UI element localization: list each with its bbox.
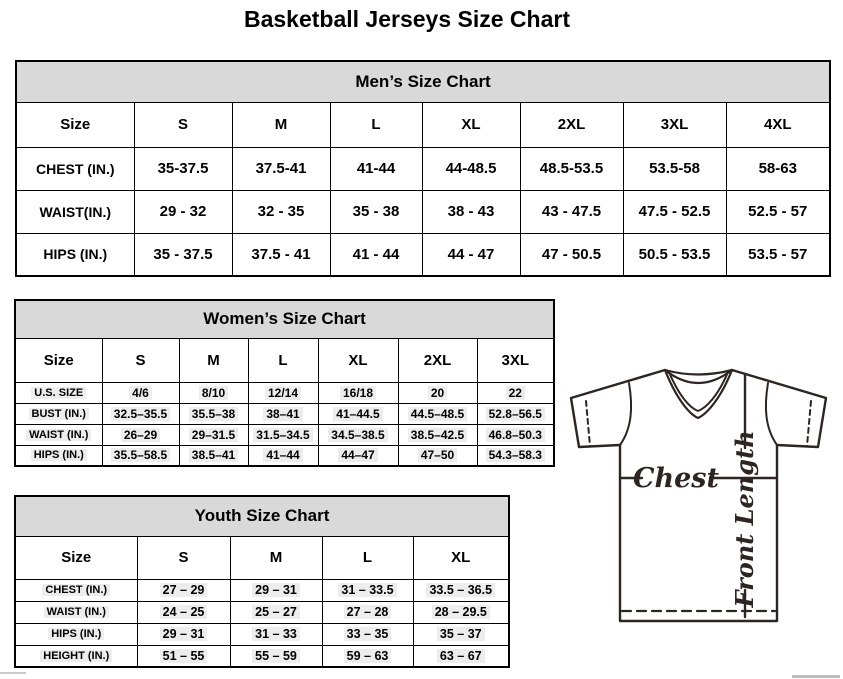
- size-value: 37.5 - 41: [232, 233, 330, 276]
- size-value: 12/14: [248, 382, 318, 403]
- size-value: 53.5 - 57: [726, 233, 830, 276]
- front-length-label: Front Length: [730, 430, 759, 608]
- size-value: 38 - 43: [422, 190, 520, 233]
- column-header: S: [134, 102, 232, 147]
- size-value: 47 - 50.5: [520, 233, 623, 276]
- size-value: 26–29: [102, 424, 179, 445]
- row-label: BUST (IN.): [15, 403, 102, 424]
- womens_chart-title: Women’s Size Chart: [15, 300, 554, 338]
- size-value: 35.5–38: [179, 403, 248, 424]
- column-header: 3XL: [623, 102, 726, 147]
- column-header: 2XL: [398, 338, 477, 382]
- jersey-measurement-diagram: [558, 352, 840, 652]
- size-value: 44.5–48.5: [398, 403, 477, 424]
- size-value: 22: [477, 382, 554, 403]
- column-header: Size: [16, 102, 134, 147]
- size-value: 31 – 33: [230, 623, 322, 645]
- size-value: 41–44: [248, 445, 318, 466]
- size-value: 41–44.5: [318, 403, 398, 424]
- size-value: 35 - 38: [330, 190, 422, 233]
- size-value: 31.5–34.5: [248, 424, 318, 445]
- size-value: 46.8–50.3: [477, 424, 554, 445]
- mens-size-table: [15, 60, 831, 277]
- size-value: 63 – 67: [413, 645, 509, 667]
- size-value: 37.5-41: [232, 147, 330, 190]
- column-header: XL: [422, 102, 520, 147]
- row-label: HIPS (IN.): [15, 623, 137, 645]
- size-value: 27 – 28: [322, 601, 413, 623]
- size-value: 34.5–38.5: [318, 424, 398, 445]
- size-value: 38.5–42.5: [398, 424, 477, 445]
- size-value: 35 – 37: [413, 623, 509, 645]
- column-header: S: [102, 338, 179, 382]
- size-value: 4/6: [102, 382, 179, 403]
- left-cuff-dashed-line: [586, 401, 590, 446]
- page-title: Basketball Jerseys Size Chart: [243, 6, 570, 32]
- size-value: 47.5 - 52.5: [623, 190, 726, 233]
- size-value: 29 - 32: [134, 190, 232, 233]
- size-value: 44-48.5: [422, 147, 520, 190]
- size-value: 35-37.5: [134, 147, 232, 190]
- row-label: HIPS (IN.): [16, 233, 134, 276]
- size-value: 35.5–58.5: [102, 445, 179, 466]
- column-header: 4XL: [726, 102, 830, 147]
- size-value: 29 – 31: [230, 579, 322, 601]
- size-value: 16/18: [318, 382, 398, 403]
- size-value: 43 - 47.5: [520, 190, 623, 233]
- bottom-left-artifact-line: [0, 672, 26, 674]
- row-label: HIPS (IN.): [15, 445, 102, 466]
- size-value: 32.5–35.5: [102, 403, 179, 424]
- column-header: M: [232, 102, 330, 147]
- column-header: Size: [15, 536, 137, 579]
- column-header: S: [137, 536, 230, 579]
- bottom-right-artifact-line: [792, 675, 840, 678]
- jersey-collar: [665, 370, 732, 418]
- size-value: 33 – 35: [322, 623, 413, 645]
- size-value: 51 – 55: [137, 645, 230, 667]
- youth_chart-title: Youth Size Chart: [15, 496, 509, 536]
- mens_chart-title: Men’s Size Chart: [16, 61, 830, 102]
- column-header: 3XL: [477, 338, 554, 382]
- size-value: 28 – 29.5: [413, 601, 509, 623]
- size-value: 50.5 - 53.5: [623, 233, 726, 276]
- column-header: L: [322, 536, 413, 579]
- size-value: 24 – 25: [137, 601, 230, 623]
- column-header: M: [230, 536, 322, 579]
- column-header: XL: [318, 338, 398, 382]
- row-label: WAIST (IN.): [15, 424, 102, 445]
- womens-size-table: [14, 299, 555, 467]
- column-header: Size: [15, 338, 102, 382]
- size-value: 8/10: [179, 382, 248, 403]
- size-value: 47–50: [398, 445, 477, 466]
- size-value: 41 - 44: [330, 233, 422, 276]
- size-value: 54.3–58.3: [477, 445, 554, 466]
- size-value: 55 – 59: [230, 645, 322, 667]
- row-label: WAIST(IN.): [16, 190, 134, 233]
- size-value: 41-44: [330, 147, 422, 190]
- size-value: 38–41: [248, 403, 318, 424]
- size-value: 48.5-53.5: [520, 147, 623, 190]
- size-value: 20: [398, 382, 477, 403]
- size-value: 44–47: [318, 445, 398, 466]
- youth-size-table: [14, 495, 510, 668]
- chest-label: Chest: [633, 463, 719, 494]
- row-label: HEIGHT (IN.): [15, 645, 137, 667]
- right-cuff-dashed-line: [807, 401, 811, 446]
- row-label: CHEST (IN.): [15, 579, 137, 601]
- row-label: WAIST (IN.): [15, 601, 137, 623]
- size-value: 33.5 – 36.5: [413, 579, 509, 601]
- size-value: 53.5-58: [623, 147, 726, 190]
- size-value: 29–31.5: [179, 424, 248, 445]
- size-value: 52.5 - 57: [726, 190, 830, 233]
- column-header: L: [248, 338, 318, 382]
- column-header: M: [179, 338, 248, 382]
- size-value: 31 – 33.5: [322, 579, 413, 601]
- column-header: 2XL: [520, 102, 623, 147]
- size-value: 38.5–41: [179, 445, 248, 466]
- size-value: 32 - 35: [232, 190, 330, 233]
- size-value: 59 – 63: [322, 645, 413, 667]
- size-value: 25 – 27: [230, 601, 322, 623]
- size-value: 52.8–56.5: [477, 403, 554, 424]
- size-value: 27 – 29: [137, 579, 230, 601]
- row-label: CHEST (IN.): [16, 147, 134, 190]
- column-header: L: [330, 102, 422, 147]
- jersey-outline: [571, 370, 826, 621]
- size-value: 58-63: [726, 147, 830, 190]
- size-value: 44 - 47: [422, 233, 520, 276]
- size-value: 29 – 31: [137, 623, 230, 645]
- row-label: U.S. SIZE: [15, 382, 102, 403]
- column-header: XL: [413, 536, 509, 579]
- size-value: 35 - 37.5: [134, 233, 232, 276]
